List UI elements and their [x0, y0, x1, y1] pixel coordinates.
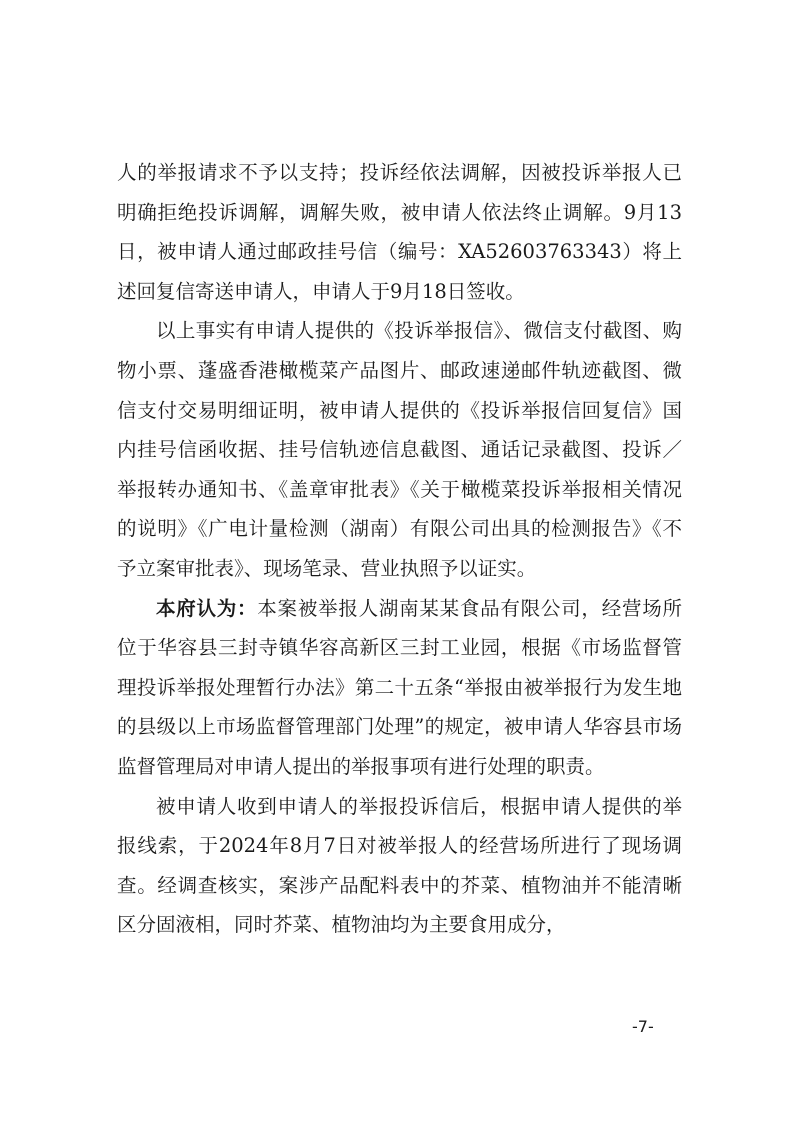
body-text [117, 153, 682, 945]
paragraph-opinion [117, 589, 682, 787]
paragraph-text: 人的举报请求不予以支持；投诉经依法调解，因被投诉举报人已明确拒绝投诉调解，调解失败，被申请人依法终止调解。9月13日，被申请人通过邮政挂号信（编号：XA52603763343）将上述回复信寄送申请人，申请人于9月18日签收。 [117, 161, 682, 303]
paragraph-text: 本案被举报人湖南某某食品有限公司，经营场所位于华容县三封寺镇华容高新区三封工业园，根据《市场监督管理投诉举报处理暂行办法》第二十五条“举报由被举报行为发生地的县级以上市场监督管理部门处理”的规定，被申请人华容县市场监督管理局对申请人提出的举报事项有进行处理的职责。 [117, 596, 682, 778]
paragraph-text: 以上事实有申请人提供的《投诉举报信》、微信支付截图、购物小票、蓬盛香港橄榄菜产品图片、邮政速递邮件轨迹截图、微信支付交易明细证明，被申请人提供的《投诉举报信回复信》国内挂号信函收据、挂号信轨迹信息截图、通话记录截图、投诉／举报转办通知书、《盖章审批表》《关于橄榄菜投诉举报相关情况的说明》《广电计量检测（湖南）有限公司出具的检测报告》《不予立案审批表》、现场笔录、营业执照予以证实。 [117, 319, 682, 580]
paragraph-investigation [117, 787, 682, 945]
paragraph-text: 被申请人收到申请人的举报投诉信后，根据申请人提供的举报线索，于2024年8月7日对被举报人的经营场所进行了现场调查。经调查核实，案涉产品配料表中的芥菜、植物油并不能清晰区分固液相，同时芥菜、植物油均为主要食用成分， [117, 794, 682, 937]
paragraph-evidence [117, 311, 682, 588]
paragraph-lead: 本府认为： [156, 596, 258, 620]
paragraph-continued [117, 153, 682, 311]
page-number: -7- [632, 1017, 654, 1036]
